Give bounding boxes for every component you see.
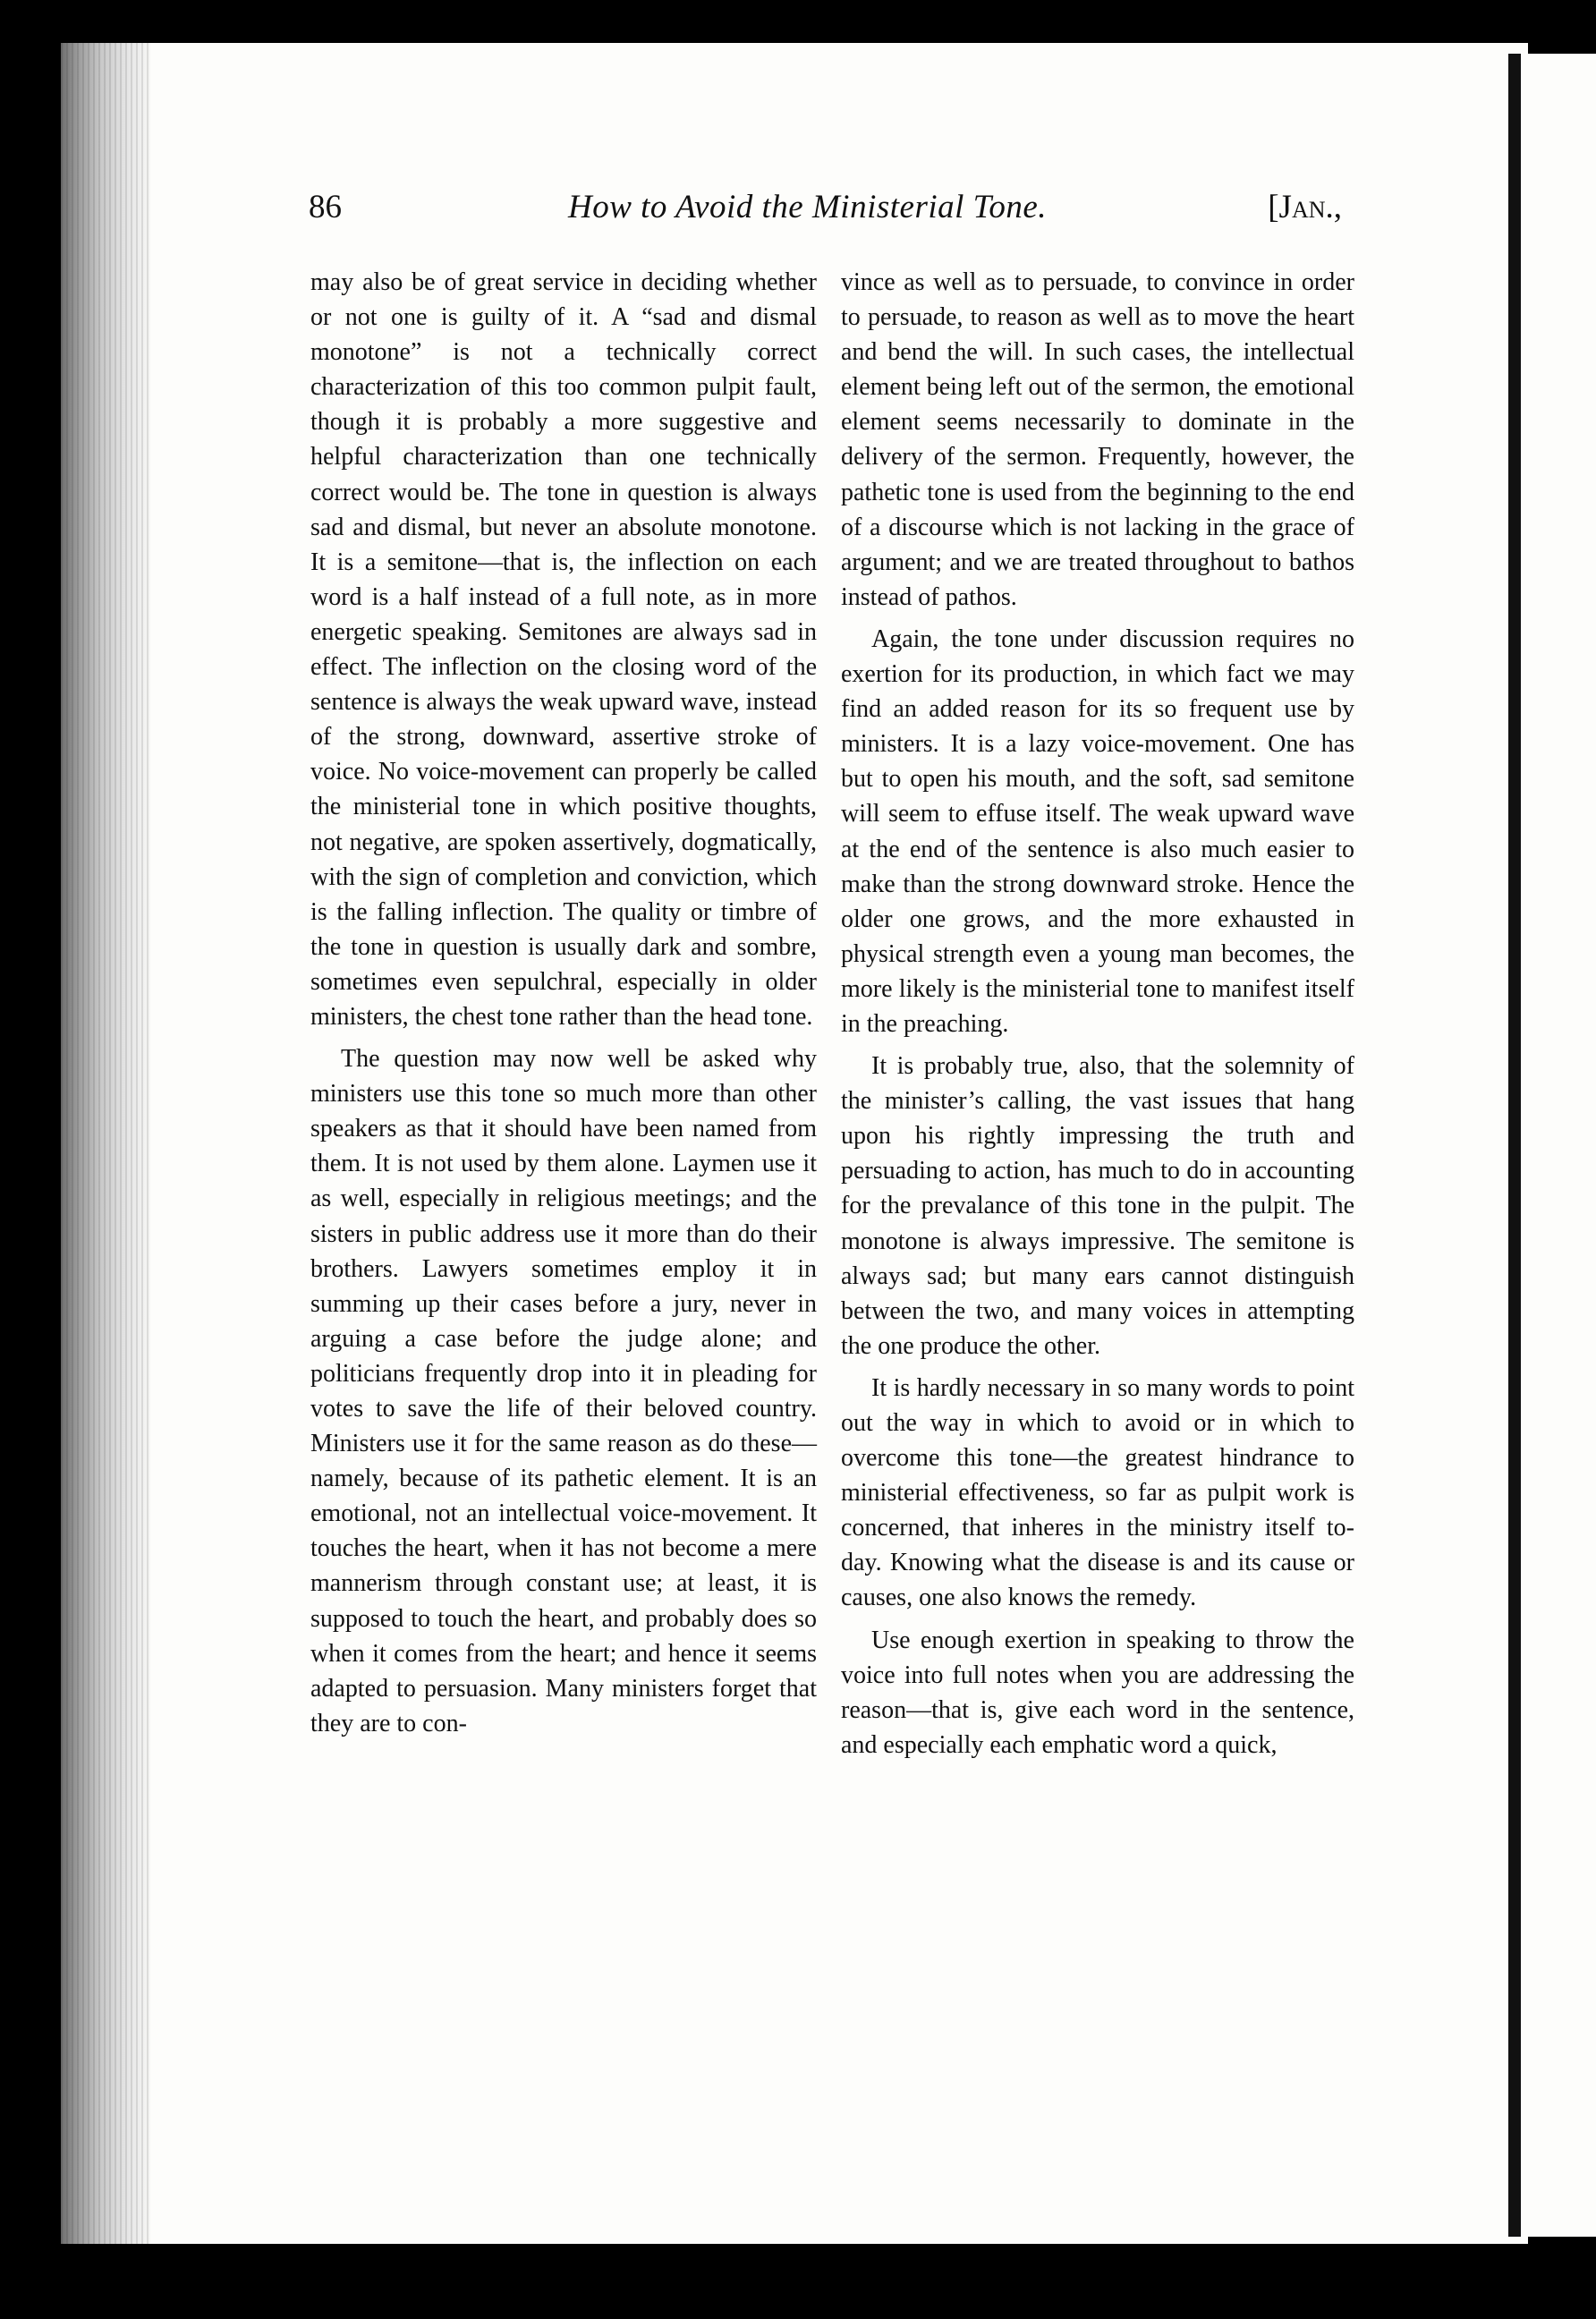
left-column — [310, 265, 817, 1741]
page-number: 86 — [309, 189, 342, 225]
page-binding-edge — [61, 43, 150, 2244]
page-gutter-shadow — [1508, 54, 1521, 2237]
paragraph: It is probably true, also, that the solemnity of the minister’s calling, the vast issues that hang upon his rightly impressing the truth and persuading to action, has much to do in accounting for the prevalance of this tone in the pulpit. The monotone is always impressive. The semitone is always sad; but many ears cannot distinguish between the two, and many voices in attempting the one produce the other. — [841, 1052, 1354, 1360]
facing-page-edge — [1521, 54, 1596, 2237]
running-title: How to Avoid the Ministerial Tone. — [568, 189, 1048, 225]
paragraph: Use enough exertion in speaking to throw the voice into full notes when you are addressing the reason—that is, give each word in the sentence, and especially each emphatic word a quick, — [841, 1626, 1354, 1759]
paragraph: It is hardly necessary in so many words to point out the way in which to avoid or in which to overcome this tone—the greatest hindrance to ministerial effectiveness, so far as pulpit work is concerned, that inheres in the ministry itself to-day. Knowing what the disease is and its cause or causes, one also knows the remedy. — [841, 1373, 1354, 1612]
paragraph: Again, the tone under discussion requires no exertion for its production, in which fact we may find an added reason for its so frequent use by ministers. It is a lazy voice-movement. One has but to open his mouth, and the soft, sad semitone will seem to effuse itself. The weak upward wave at the end of the sentence is also much easier to make than the strong downward stroke. Hence the older one grows, and the more exhausted in physical strength even a young man becomes, the more likely is the ministerial tone to manifest itself in the preaching. — [841, 624, 1354, 1038]
right-column — [841, 265, 1354, 1763]
running-header — [309, 188, 1342, 242]
paragraph: may also be of great service in deciding whether or not one is guilty of it. A “sad and dismal monotone” is not a technically correct characterization of this too common pulpit fault, though it is probably a more suggestive and helpful characterization than one technically correct would be. The tone in question is always sad and dismal, but never an absolute monotone. It is a semitone—that is, the inflection on each word is a half instead of a full note, as in more energetic speaking. Semitones are always sad in effect. The inflection on the closing word of the sentence is always the weak upward wave, instead of the strong, downward, assertive stroke of voice. No voice-movement can properly be called the ministerial tone in which positive thoughts, not negative, are spoken assertively, dogmatically, with the sign of completion and conviction, which is the falling inflection. The quality or timbre of the tone in question is usually dark and sombre, sometimes even sepulchral, especially in older ministers, the chest tone rather than the head tone. — [310, 268, 817, 1031]
paragraph: vince as well as to persuade, to convince in order to persuade, to reason as well as to move the heart and bend the will. In such cases, the intellectual element being left out of the sermon, the emotional element seems necessarily to dominate in the delivery of the sermon. Frequently, however, the pathetic tone is used from the beginning to the end of a discourse which is not lacking in the grace of argument; and we are treated throughout to bathos instead of pathos. — [841, 268, 1354, 611]
paragraph: The question may now well be asked why ministers use this tone so much more than other speakers as that it should have been named from them. It is not used by them alone. Laymen use it as well, especially in religious meetings; and the sisters in public address use it more than do their brothers. Lawyers sometimes employ it in summing up their cases before a jury, never in arguing a case before the judge alone; and politicians frequently drop into it in pleading for votes to save the life of their beloved country. Ministers use it for the same reason as do these—namely, because of its pathetic element. It is an emotional, not an intellectual voice-movement. It touches the heart, when it has not become a mere mannerism through constant use; at least, it is supposed to touch the heart, and probably does so when it comes from the heart; and hence it seems adapted to persuasion. Many ministers forget that they are to con- — [310, 1045, 817, 1737]
issue-month: [Jan., — [1268, 189, 1342, 225]
scan-border-top — [0, 0, 1596, 45]
